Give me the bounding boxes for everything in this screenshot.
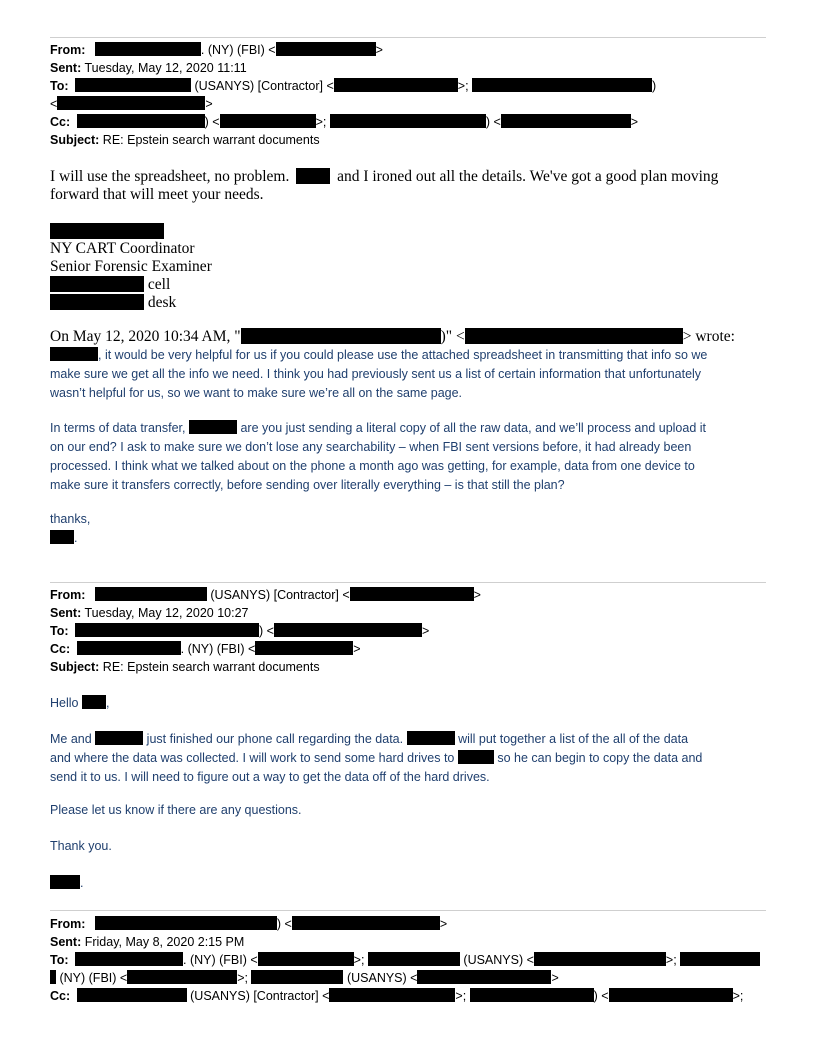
from-label: From:: [50, 917, 86, 931]
redaction: [330, 114, 486, 128]
email1-to-line2: < >: [50, 97, 213, 111]
redaction: [274, 623, 422, 637]
signature-title: NY CART Coordinator: [50, 240, 195, 257]
redaction: [50, 276, 144, 292]
redaction: [95, 587, 207, 601]
sent-label: Sent:: [50, 935, 82, 949]
sent-date: Tuesday, May 12, 2020 10:27: [84, 606, 249, 620]
redaction: [50, 875, 80, 889]
redaction: [77, 641, 181, 655]
sent-label: Sent:: [50, 606, 82, 620]
redaction: [368, 952, 460, 966]
redaction: [75, 623, 259, 637]
subject-text: RE: Epstein search warrant documents: [102, 133, 320, 147]
redaction: [417, 970, 551, 984]
email1-sent-line: [50, 59, 247, 77]
redaction: [501, 114, 631, 128]
email2-from-line: From: (USANYS) [Contractor] < >: [50, 588, 481, 602]
redaction: [50, 530, 74, 544]
email2-paragraph-2: Please let us know if there are any questions.: [50, 803, 302, 817]
divider: [50, 582, 766, 583]
redaction: [334, 78, 458, 92]
redaction: [50, 294, 144, 310]
to-label: To:: [50, 79, 69, 93]
redaction: [296, 168, 330, 184]
email2-paragraph-1: Me and just finished our phone call regarding the data. will put together a list of the all of the data and where the data was collected. I will work to send some hard drives to so he can begin to copy the data and send it to us. I will need to figure out a way to get the data off of the hard drives.: [50, 732, 703, 784]
redaction: [82, 695, 106, 709]
cc-label: Cc:: [50, 642, 71, 656]
redaction: [127, 970, 237, 984]
redaction: [220, 114, 316, 128]
email3-to-line: To: . (NY) (FBI) < >; (USANYS) < >;: [50, 951, 760, 969]
cc-label: Cc:: [50, 115, 71, 129]
redaction: [57, 96, 205, 110]
redaction: [609, 988, 733, 1002]
divider: [50, 910, 766, 911]
sent-label: Sent:: [50, 61, 82, 75]
email1-subject-line: [50, 131, 320, 149]
redaction: [95, 731, 143, 745]
redaction: [680, 952, 760, 966]
email3-sent-line: [50, 933, 244, 951]
redaction: [95, 916, 277, 930]
sent-date: Friday, May 8, 2020 2:15 PM: [84, 935, 245, 949]
redaction: [77, 114, 205, 128]
email1-cc-line: Cc: ) < >; ) < >: [50, 115, 639, 129]
email3-cc-line: Cc: (USANYS) [Contractor] < >; ) < >;: [50, 989, 744, 1003]
cc-label: Cc:: [50, 989, 71, 1003]
subject-label: Subject:: [50, 660, 100, 674]
redaction: [350, 587, 474, 601]
redaction: [407, 731, 455, 745]
from-label: From:: [50, 43, 86, 57]
email2-greeting: Hello ,: [50, 696, 110, 710]
sent-date: Tuesday, May 12, 2020 11:11: [84, 61, 247, 75]
quoted-closing: thanks, .: [50, 512, 91, 545]
redaction: [258, 952, 354, 966]
redaction: [251, 970, 343, 984]
redaction: [95, 42, 201, 56]
email2-cc-line: Cc: . (NY) (FBI) < >: [50, 642, 361, 656]
email2-paragraph-3: Thank you.: [50, 839, 112, 853]
redaction: [75, 78, 191, 92]
redaction: [458, 750, 494, 764]
subject-text: RE: Epstein search warrant documents: [102, 660, 320, 674]
redaction: [255, 641, 353, 655]
to-label: To:: [50, 624, 69, 638]
redaction: [77, 988, 187, 1002]
email1-to-line: To: (USANYS) [Contractor] < >; ): [50, 79, 657, 93]
redaction: [276, 42, 376, 56]
subject-label: Subject:: [50, 133, 100, 147]
email1-from-line: From: . (NY) (FBI) < >: [50, 43, 383, 57]
redaction: [241, 328, 441, 344]
quoted-paragraph-2: In terms of data transfer, are you just sending a literal copy of all the raw data, and we’ll process and upload it on our end? I ask to make sure we don’t lose any searchability – when FBI sent versions before, it had already been processed. I think what we talked about on the phone a month ago was getting, for example, data from one device to make sure it transfers correctly, before sending over literally everything – is that still the plan?: [50, 421, 707, 492]
from-label: From:: [50, 588, 86, 602]
redaction: [470, 988, 594, 1002]
redaction: [75, 952, 183, 966]
email1-body: I will use the spreadsheet, no problem. and I ironed out all the details. We've got a good plan moving forward that will meet your needs.: [50, 168, 719, 203]
redaction: [329, 988, 455, 1002]
redaction: [472, 78, 652, 92]
email3-from-line: From: ) < >: [50, 917, 448, 931]
redaction: [50, 347, 98, 361]
redaction: [189, 420, 237, 434]
email3-to-line2: (NY) (FBI) < >; (USANYS) < >: [50, 969, 559, 987]
redaction: [292, 916, 440, 930]
email2-sent-line: [50, 604, 249, 622]
redaction: [465, 328, 683, 344]
email2-subject-line: [50, 658, 320, 676]
redaction: [50, 970, 56, 984]
email2-to-line: To: ) < >: [50, 624, 430, 638]
signature-subtitle: Senior Forensic Examiner: [50, 258, 212, 275]
quoted-paragraph-1: , it would be very helpful for us if you could please use the attached spreadsheet in transmitting that info so we make sure we get all the info we need. I think you had previously sent us a list of certain information that unfortunately wasn’t helpful for us, so we want to make sure we’re all on the same page.: [50, 348, 708, 400]
quoted-header: On May 12, 2020 10:34 AM, " )" < > wrote:: [50, 328, 735, 345]
email2-signoff: .: [50, 874, 770, 893]
divider: [50, 37, 766, 38]
redaction: [534, 952, 666, 966]
signature-name-redaction: [50, 223, 164, 239]
to-label: To:: [50, 953, 69, 967]
signature: NY CART Coordinator Senior Forensic Examiner cell desk: [50, 240, 770, 312]
